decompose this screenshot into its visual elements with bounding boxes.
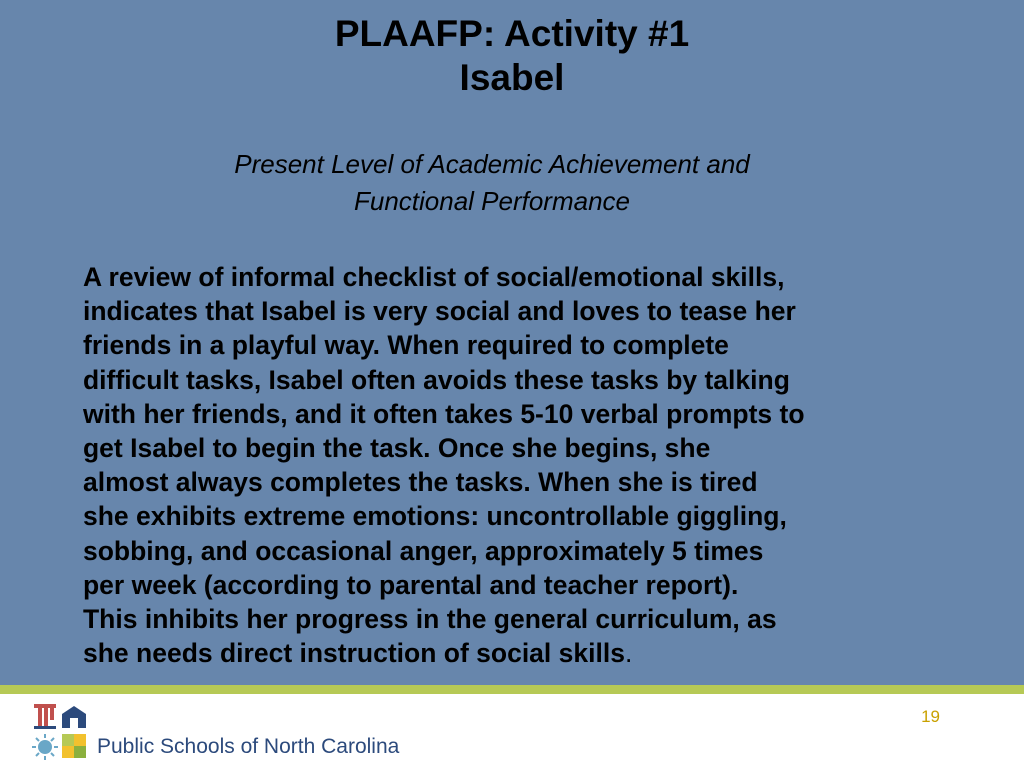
- body-line-text: she needs direct instruction of social skills: [83, 638, 625, 669]
- body-paragraph: [83, 260, 983, 670]
- body-end-period: .: [624, 638, 633, 669]
- body-line: per week (according to parental and teacher report).: [83, 569, 739, 600]
- title-line: Isabel: [459, 57, 565, 98]
- body-line: friends in a playful way. When required to complete: [83, 330, 729, 361]
- nc-public-schools-logo-icon: [32, 702, 92, 762]
- body-line: difficult tasks, Isabel often avoids these tasks by talking: [83, 364, 790, 395]
- title-line: PLAAFP: Activity #1: [334, 13, 690, 54]
- org-name: Public Schools of North Carolina: [97, 735, 400, 758]
- slide-title: [0, 12, 1024, 100]
- slide-subtitle: [0, 146, 984, 220]
- body-line-last: [83, 636, 983, 670]
- body-line: A review of informal checklist of social/emotional skills,: [83, 262, 785, 292]
- footer-divider: [0, 685, 1024, 694]
- body-line: sobbing, and occasional anger, approximately 5 times: [83, 535, 764, 566]
- subtitle-line: Functional Performance: [353, 186, 631, 216]
- body-line: This inhibits her progress in the general curriculum, as: [83, 604, 777, 635]
- body-line: indicates that Isabel is very social and loves to tease her: [83, 296, 796, 327]
- body-line: she exhibits extreme emotions: uncontrollable giggling,: [83, 501, 787, 532]
- body-line: almost always completes the tasks. When she is tired: [83, 467, 758, 498]
- subtitle-line: Present Level of Academic Achievement and: [234, 149, 750, 179]
- body-line: get Isabel to begin the task. Once she begins, she: [83, 433, 711, 464]
- page-number: 19: [921, 707, 940, 726]
- body-line: with her friends, and it often takes 5-10 verbal prompts to: [83, 398, 805, 429]
